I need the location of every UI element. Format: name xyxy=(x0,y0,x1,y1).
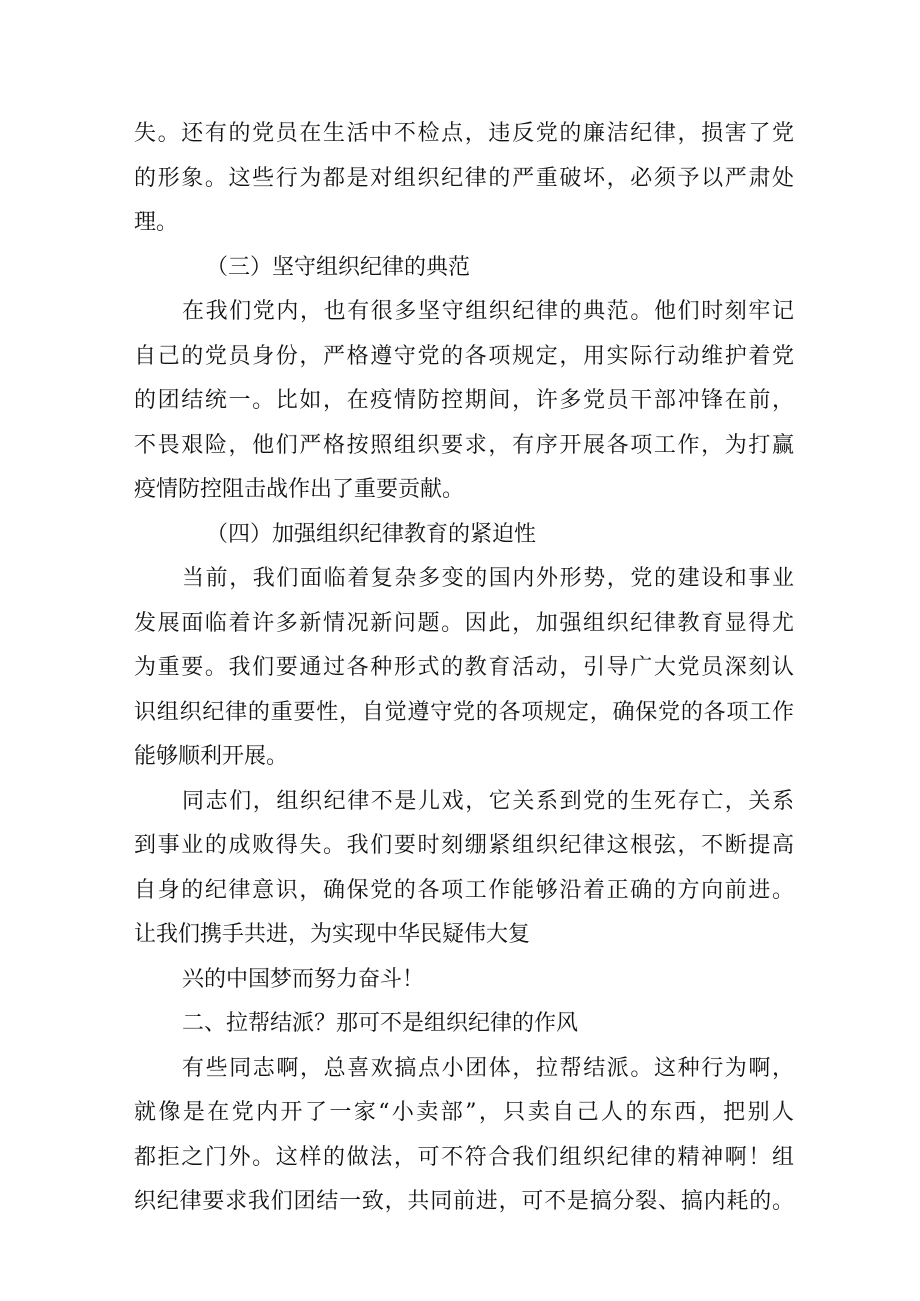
text-line: 的形象。这些行为都是对组织纪律的严重破坏，必须予以严肃处 xyxy=(134,165,794,191)
text-line: 发展面临着许多新情况新问题。因此，加强组织纪律教育显得尤 xyxy=(134,610,794,636)
text-line: 兴的中国梦而努力奋斗！ xyxy=(182,966,425,992)
text-line: 能够顺利开展。 xyxy=(134,744,289,769)
document-body xyxy=(134,112,794,1225)
text-line: 的团结统一。比如，在疫情防控期间，许多党员干部冲锋在前， xyxy=(134,388,794,413)
section-subheading: （三）坚守组织纪律的典范 xyxy=(206,254,471,280)
text-line: 在我们党内，也有很多坚守组织纪律的典范。他们时刻牢记 xyxy=(182,299,794,324)
text-line: 不畏艰险，他们严格按照组织要求，有序开展各项工作，为打赢 xyxy=(134,432,794,458)
text-line: 同志们，组织纪律不是儿戏，它关系到党的生死存亡，关系 xyxy=(182,788,794,814)
text-line: 理。 xyxy=(134,210,179,235)
text-line: 当前，我们面临着复杂多变的国内外形势，党的建设和事业 xyxy=(182,566,794,591)
text-line: 就像是在党内开了一家“小卖部”，只卖自己人的东西，把别人 xyxy=(134,1100,794,1125)
section-subheading: （四）加强组织纪律教育的紧迫性 xyxy=(206,521,537,547)
text-line: 疫情防控阻击战作出了重要贡献。 xyxy=(134,477,465,502)
text-line: 有些同志啊，总喜欢搞点小团体，拉帮结派。这种行为啊， xyxy=(182,1055,794,1081)
text-line: 都拒之门外。这样的做法，可不符合我们组织纪律的精神啊！组 xyxy=(134,1144,794,1170)
section-heading: 二、拉帮结派？那可不是组织纪律的作风 xyxy=(182,1011,579,1036)
text-line: 失。还有的党员在生活中不检点，违反党的廉洁纪律，损害了党 xyxy=(134,121,794,146)
text-line: 织纪律要求我们团结一致，共同前进，可不是搞分裂、搞内耗的。 xyxy=(134,1189,794,1214)
text-line: 自己的党员身份，严格遵守党的各项规定，用实际行动维护着党 xyxy=(134,343,794,369)
text-line: 为重要。我们要通过各种形式的教育活动，引导广大党员深刻认 xyxy=(134,655,794,680)
text-line: 到事业的成败得失。我们要时刻绷紧组织纪律这根弦，不断提高 xyxy=(134,833,794,858)
text-line: 让我们携手共进，为实现中华民疑伟大复 xyxy=(134,922,531,947)
text-line: 自身的纪律意识，确保党的各项工作能够沿着正确的方向前进。 xyxy=(134,877,794,903)
text-line: 识组织纪律的重要性，自觉遵守党的各项规定，确保党的各项工作 xyxy=(134,699,794,725)
